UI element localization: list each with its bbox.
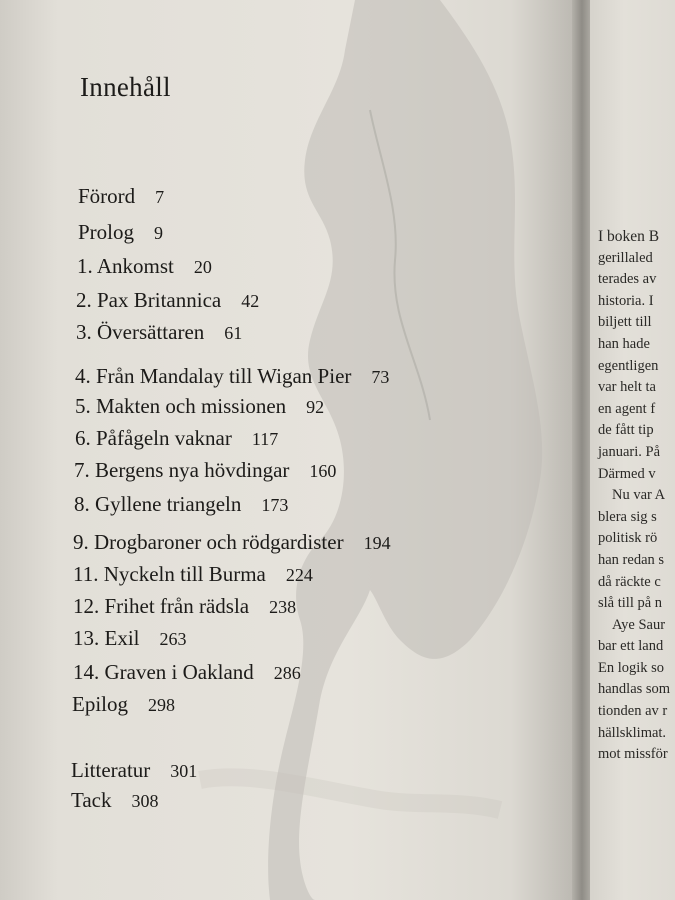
facing-page-line: politisk rö bbox=[598, 530, 658, 547]
toc-entry-page: 160 bbox=[309, 461, 337, 481]
toc-entry-frihet bbox=[73, 594, 296, 619]
facing-page-line: Nu var A bbox=[612, 487, 666, 504]
toc-entry-page: 286 bbox=[273, 663, 301, 683]
facing-page-text bbox=[598, 226, 670, 766]
toc-title: Innehåll bbox=[80, 72, 171, 102]
toc-entry-page: 224 bbox=[285, 565, 313, 585]
toc-entry-page: 301 bbox=[170, 761, 198, 781]
toc-entry-mandalay bbox=[75, 364, 389, 389]
facing-page-line: han redan s bbox=[598, 551, 665, 568]
toc-entry-page: 263 bbox=[159, 629, 187, 649]
toc-entry-nyckeln bbox=[73, 562, 313, 587]
facing-page-line: En logik so bbox=[598, 659, 665, 676]
toc-entry-ankomst bbox=[77, 254, 212, 279]
toc-entry-page: 20 bbox=[193, 257, 212, 277]
toc-entry-title: 4. Från Mandalay till Wigan Pier bbox=[75, 364, 352, 388]
toc-entry-title: Prolog bbox=[78, 220, 135, 244]
toc-entry-bergens bbox=[74, 458, 336, 483]
toc-entry-title: 14. Graven i Oakland bbox=[73, 660, 254, 684]
toc-entry-page: 117 bbox=[251, 429, 279, 449]
toc-entry-title: 13. Exil bbox=[73, 626, 140, 650]
facing-page-line: terades av bbox=[598, 271, 657, 288]
facing-page-line: tionden av r bbox=[598, 703, 668, 720]
facing-page-line: gerillaled bbox=[598, 249, 653, 266]
toc-entry-page: 194 bbox=[363, 533, 391, 553]
toc-entry-makten bbox=[75, 394, 324, 419]
facing-page-line: historia. I bbox=[598, 292, 654, 309]
facing-page-line: januari. På bbox=[598, 443, 661, 460]
toc-entry-title: Tack bbox=[71, 788, 112, 812]
toc-entry-page: 173 bbox=[261, 495, 289, 515]
toc-entry-pax-britannica bbox=[76, 288, 259, 313]
toc-entry-title: Litteratur bbox=[71, 758, 151, 782]
toc-entry-page: 92 bbox=[306, 397, 325, 417]
facing-page-line: I boken B bbox=[598, 228, 660, 245]
facing-page-line: bar ett land bbox=[598, 638, 664, 655]
facing-page-line: en agent f bbox=[598, 400, 656, 417]
facing-page-line: egentligen bbox=[598, 357, 659, 374]
toc-entry-litteratur bbox=[71, 758, 197, 783]
toc-entry-title: 7. Bergens nya hövdingar bbox=[74, 458, 290, 482]
facing-page-line: slå till på n bbox=[598, 595, 663, 612]
toc-entry-title: 8. Gyllene triangeln bbox=[74, 492, 242, 516]
facing-page-line: han hade bbox=[598, 335, 650, 352]
toc-entry-oversattaren bbox=[76, 320, 242, 345]
toc-entry-title: 11. Nyckeln till Burma bbox=[73, 562, 266, 586]
toc-entry-page: 7 bbox=[155, 187, 165, 207]
toc-entry-title: 9. Drogbaroner och rödgardister bbox=[73, 530, 344, 554]
facing-page-line: var helt ta bbox=[598, 379, 656, 396]
facing-page-line: Därmed v bbox=[598, 465, 656, 482]
facing-page-line: Aye Saur bbox=[612, 616, 666, 633]
toc-entry-prolog bbox=[78, 220, 163, 245]
toc-entry-title: 3. Översättaren bbox=[76, 320, 205, 344]
toc-entry-page: 42 bbox=[241, 291, 260, 311]
toc-entry-forord bbox=[78, 184, 164, 209]
toc-entry-epilog bbox=[72, 692, 175, 717]
facing-page-line: mot missför bbox=[598, 746, 668, 763]
facing-page-line: biljett till bbox=[598, 314, 652, 331]
toc-entry-page: 73 bbox=[371, 367, 390, 387]
toc-entry-graven bbox=[73, 660, 301, 685]
toc-entry-title: 6. Påfågeln vaknar bbox=[75, 426, 232, 450]
facing-page-line: hällsklimat. bbox=[598, 724, 667, 741]
facing-page-line: blera sig s bbox=[598, 508, 657, 525]
toc-entry-title: Förord bbox=[78, 184, 136, 208]
toc-entry-title: 2. Pax Britannica bbox=[76, 288, 222, 312]
toc-entry-page: 238 bbox=[269, 597, 297, 617]
toc-entry-title: 1. Ankomst bbox=[77, 254, 174, 278]
facing-page-line: handlas som bbox=[598, 681, 671, 698]
toc-entry-page: 9 bbox=[154, 223, 164, 243]
toc-entry-pafageln bbox=[75, 426, 278, 451]
toc-entry-tack bbox=[71, 788, 159, 813]
toc-entry-exil bbox=[73, 626, 187, 651]
facing-page-line: de fått tip bbox=[598, 422, 654, 439]
toc-entry-title: 12. Frihet från rädsla bbox=[73, 594, 250, 618]
facing-page bbox=[590, 0, 675, 900]
facing-page-line: då räckte c bbox=[598, 573, 661, 590]
toc-entry-page: 308 bbox=[131, 791, 159, 811]
toc-entry-title: 5. Makten och missionen bbox=[75, 394, 287, 418]
toc-entry-title: Epilog bbox=[72, 692, 128, 716]
toc-entry-page: 298 bbox=[148, 695, 175, 715]
toc-entry-gyllene bbox=[74, 492, 288, 517]
toc-entry-page: 61 bbox=[224, 323, 243, 343]
toc-entry-drogbaroner bbox=[73, 530, 391, 555]
